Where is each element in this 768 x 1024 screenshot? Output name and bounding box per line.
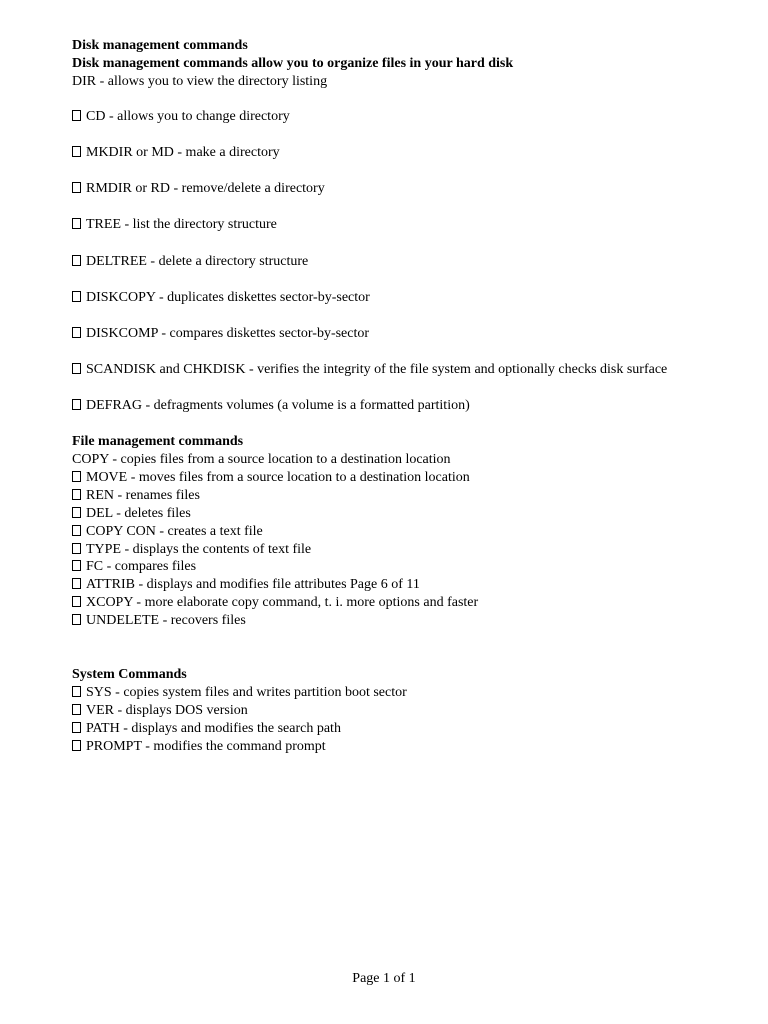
list-item-text: PATH - displays and modifies the search path <box>86 721 341 736</box>
bullet-box-icon <box>72 399 81 410</box>
list-item <box>72 144 280 162</box>
list-item-text: CD - allows you to change directory <box>86 109 290 124</box>
list-item <box>72 702 248 720</box>
list-item <box>72 576 420 594</box>
bullet-box-icon <box>72 110 81 121</box>
bullet-box-icon <box>72 578 81 589</box>
bullet-box-icon <box>72 596 81 607</box>
list-item-text: UNDELETE - recovers files <box>86 613 246 628</box>
list-item-text: DEFRAG - defragments volumes (a volume is a formatted partition) <box>86 398 470 413</box>
list-item-text: DELTREE - delete a directory structure <box>86 254 309 269</box>
bullet-box-icon <box>72 543 81 554</box>
bullet-box-icon <box>72 218 81 229</box>
file-intro-line: COPY - copies files from a source location to a destination location <box>72 452 451 467</box>
bullet-box-icon <box>72 560 81 571</box>
disk-section-heading: Disk management commands <box>72 38 248 53</box>
list-item-text: FC - compares files <box>86 559 197 574</box>
bullet-box-icon <box>72 704 81 715</box>
list-item <box>72 108 290 126</box>
list-item-text: SCANDISK and CHKDISK - verifies the integrity of the file system and optionally checks disk surface <box>86 362 668 377</box>
disk-intro-line: DIR - allows you to view the directory listing <box>72 74 328 89</box>
list-item <box>72 361 667 379</box>
list-item-text: DISKCOPY - duplicates diskettes sector-by-sector <box>86 290 370 305</box>
list-item-text: VER - displays DOS version <box>86 703 248 718</box>
list-item-text: RMDIR or RD - remove/delete a directory <box>86 181 325 196</box>
list-item-text: PROMPT - modifies the command prompt <box>86 739 326 754</box>
list-item <box>72 253 308 271</box>
list-item <box>72 289 370 307</box>
bullet-box-icon <box>72 614 81 625</box>
list-item <box>72 216 277 234</box>
bullet-box-icon <box>72 146 81 157</box>
list-item <box>72 612 246 630</box>
list-item-text: DEL - deletes files <box>86 506 191 521</box>
bullet-box-icon <box>72 507 81 518</box>
list-item <box>72 397 470 415</box>
bullet-box-icon <box>72 182 81 193</box>
list-item <box>72 720 341 738</box>
list-item <box>72 469 470 487</box>
bullet-box-icon <box>72 525 81 536</box>
page-number-footer: Page 1 of 1 <box>352 971 416 986</box>
list-item <box>72 558 196 576</box>
list-item <box>72 684 407 702</box>
bullet-box-icon <box>72 255 81 266</box>
file-section-heading: File management commands <box>72 434 244 449</box>
bullet-box-icon <box>72 722 81 733</box>
list-item-text: REN - renames files <box>86 488 200 503</box>
list-item-text: SYS - copies system files and writes partition boot sector <box>86 685 407 700</box>
list-item-text: TYPE - displays the contents of text file <box>86 542 312 557</box>
bullet-box-icon <box>72 686 81 697</box>
list-item-text: ATTRIB - displays and modifies file attributes Page 6 of 11 <box>86 577 420 592</box>
bullet-box-icon <box>72 291 81 302</box>
bullet-box-icon <box>72 327 81 338</box>
list-item <box>72 180 325 198</box>
list-item-text: MKDIR or MD - make a directory <box>86 145 280 160</box>
system-section-heading: System Commands <box>72 667 187 682</box>
bullet-box-icon <box>72 363 81 374</box>
list-item-text: COPY CON - creates a text file <box>86 524 263 539</box>
disk-section-subheading: Disk management commands allow you to organize files in your hard disk <box>72 56 514 71</box>
list-item <box>72 487 200 505</box>
bullet-box-icon <box>72 471 81 482</box>
list-item-text: TREE - list the directory structure <box>86 217 277 232</box>
list-item <box>72 325 369 343</box>
list-item <box>72 505 191 523</box>
bullet-box-icon <box>72 489 81 500</box>
list-item-text: XCOPY - more elaborate copy command, t. i. more options and faster <box>86 595 479 610</box>
list-item <box>72 594 478 612</box>
list-item-text: MOVE - moves files from a source location to a destination location <box>86 470 470 485</box>
list-item <box>72 541 311 559</box>
list-item <box>72 523 263 541</box>
list-item <box>72 738 326 756</box>
bullet-box-icon <box>72 740 81 751</box>
list-item-text: DISKCOMP - compares diskettes sector-by-sector <box>86 326 370 341</box>
